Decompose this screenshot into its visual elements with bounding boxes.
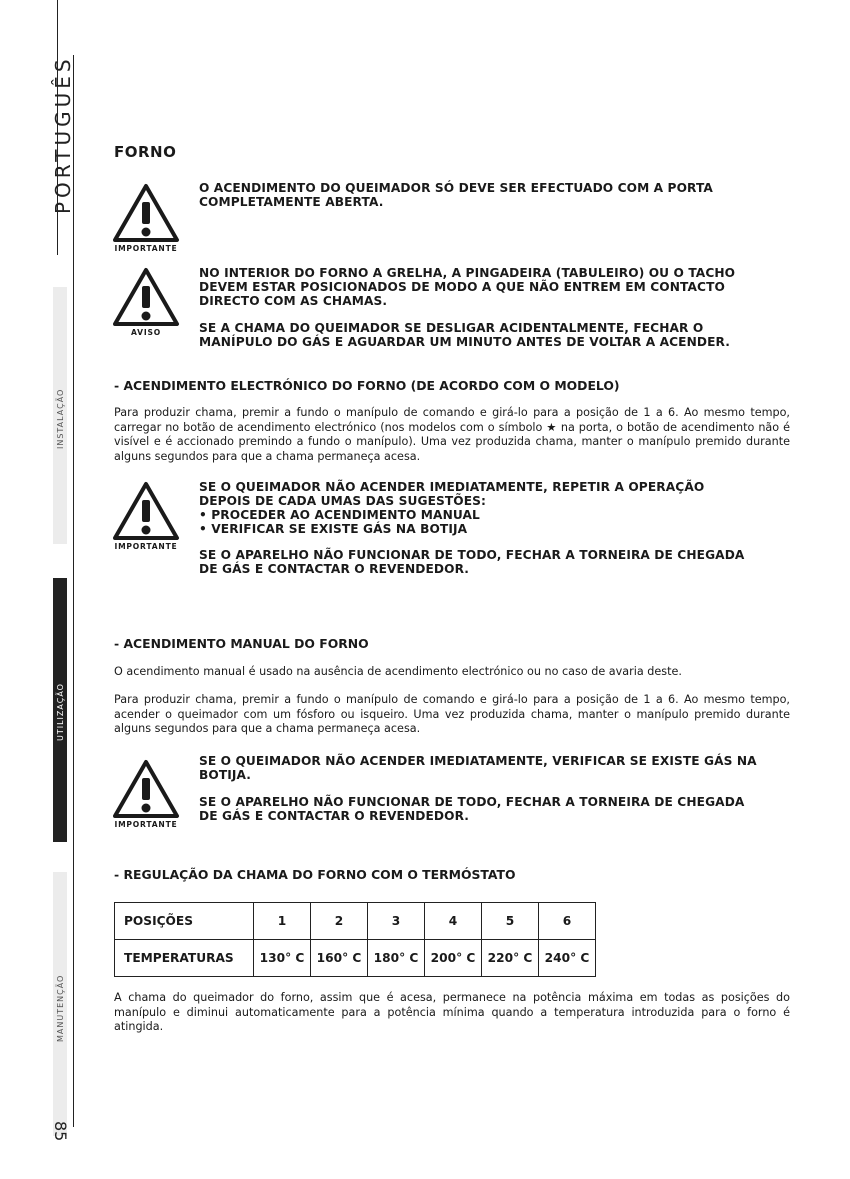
table-cell: 160° C [311,940,368,977]
table-cell: 4 [425,903,482,940]
thermostat-text: A chama do queimador do forno, assim que é acesa, permanece na potência máxima em todas as posições do manípulo e diminui automaticamente para a potência mínima quando a temperatura introduzida para o forno é atingida. [114,991,790,1034]
warning-line: SE A CHAMA DO QUEIMADOR SE DESLIGAR ACIDENTALMENTE, FECHAR O [199,321,704,335]
table-cell: 200° C [425,940,482,977]
table-row-label: POSIÇÕES [115,903,254,940]
table-cell: 5 [482,903,539,940]
warning-line: DE GÁS E CONTACTAR O REVENDEDOR. [199,809,470,823]
language-label: PORTUGUÊS [51,55,75,214]
warning-text-1 [199,181,713,209]
warning-sign-label: IMPORTANTE [114,820,178,829]
warning-sign-label: IMPORTANTE [114,244,178,253]
warning-line: SE O QUEIMADOR NÃO ACENDER IMEDIATAMENTE, VERIFICAR SE EXISTE GÁS NA [199,754,757,768]
warning-sign-1 [110,182,182,253]
warning-sign-4 [110,758,182,829]
warning-sign-2 [110,266,182,337]
warning-line: DE GÁS E CONTACTAR O REVENDEDOR. [199,562,470,576]
electronic-ignition-text: Para produzir chama, premir a fundo o manípulo de comando e girá-lo para a posição de 1 a 6. Ao mesmo tempo, carregar no botão de acendimento electrónico (nos modelos com o símbolo ★ na porta, o botão de acendimento não é visível e é accionado premindo a fundo o manípulo). Uma vez produzida chama, manter o manípulo premido durante alguns segundos para que a chama permaneça acesa. [114,406,790,463]
section-title: FORNO [114,143,177,161]
warning-text-3 [199,480,744,576]
warning-triangle-icon [112,480,180,542]
tab-maintenance-label: MANUTENÇÃO [56,974,65,1042]
table-row [115,903,596,940]
table-cell: 3 [368,903,425,940]
warning-line: SE O QUEIMADOR NÃO ACENDER IMEDIATAMENTE, REPETIR A OPERAÇÃO [199,480,705,494]
manual-ignition-intro: O acendimento manual é usado na ausência de acendimento electrónico ou no caso de avaria deste. [114,665,682,678]
warning-line: BOTIJA. [199,768,252,782]
thermostat-heading: - REGULAÇÃO DA CHAMA DO FORNO COM O TERMÓSTATO [114,867,516,882]
table-cell: 240° C [539,940,596,977]
table-cell: 180° C [368,940,425,977]
table-row [115,940,596,977]
warning-triangle-icon [112,266,180,328]
warning-sign-label: IMPORTANTE [114,542,178,551]
tab-installation-label: INSTALAÇÃO [56,388,65,449]
table-cell: 1 [254,903,311,940]
tab-installation[interactable] [53,287,67,544]
table-cell: 130° C [254,940,311,977]
temperature-table [114,902,596,977]
page-number: 85 [51,1121,70,1142]
warning-line: • PROCEDER AO ACENDIMENTO MANUAL [199,508,480,522]
margin-line [73,55,74,1127]
table-cell: 220° C [482,940,539,977]
warning-line: SE O APARELHO NÃO FUNCIONAR DE TODO, FECHAR A TORNEIRA DE CHEGADA [199,795,745,809]
manual-ignition-heading: - ACENDIMENTO MANUAL DO FORNO [114,636,369,651]
warning-line: • VERIFICAR SE EXISTE GÁS NA BOTIJA [199,522,468,536]
tab-maintenance[interactable] [53,872,67,1136]
warning-sign-3 [110,480,182,551]
tab-usage-label: UTILIZAÇÃO [56,683,65,741]
warning-line: O ACENDIMENTO DO QUEIMADOR SÓ DEVE SER EFECTUADO COM A PORTA [199,181,713,195]
warning-line: SE O APARELHO NÃO FUNCIONAR DE TODO, FECHAR A TORNEIRA DE CHEGADA [199,548,745,562]
manual-ignition-text: Para produzir chama, premir a fundo o manípulo de comando e girá-lo para a posição de 1 a 6. Ao mesmo tempo, acender o queimador com um fósforo ou isqueiro. Uma vez produzida chama, manter o manípulo premido durante alguns segundos para que a chama permaneça acesa. [114,693,790,736]
table-row-label: TEMPERATURAS [115,940,254,977]
warning-triangle-icon [112,758,180,820]
warning-text-4 [199,754,757,823]
warning-line: DEPOIS DE CADA UMAS DAS SUGESTÕES: [199,494,487,508]
warning-sign-label: AVISO [131,328,161,337]
warning-text-2 [199,266,735,349]
table-cell: 2 [311,903,368,940]
tab-usage[interactable] [53,578,67,842]
electronic-ignition-heading: - ACENDIMENTO ELECTRÓNICO DO FORNO (DE ACORDO COM O MODELO) [114,378,620,393]
warning-line: MANÍPULO DO GÁS E AGUARDAR UM MINUTO ANTES DE VOLTAR A ACENDER. [199,335,730,349]
warning-triangle-icon [112,182,180,244]
table-cell: 6 [539,903,596,940]
warning-line: COMPLETAMENTE ABERTA. [199,195,384,209]
warning-line: DEVEM ESTAR POSICIONADOS DE MODO A QUE NÃO ENTREM EM CONTACTO [199,280,725,294]
warning-line: DIRECTO COM AS CHAMAS. [199,294,388,308]
warning-line: NO INTERIOR DO FORNO A GRELHA, A PINGADEIRA (TABULEIRO) OU O TACHO [199,266,736,280]
